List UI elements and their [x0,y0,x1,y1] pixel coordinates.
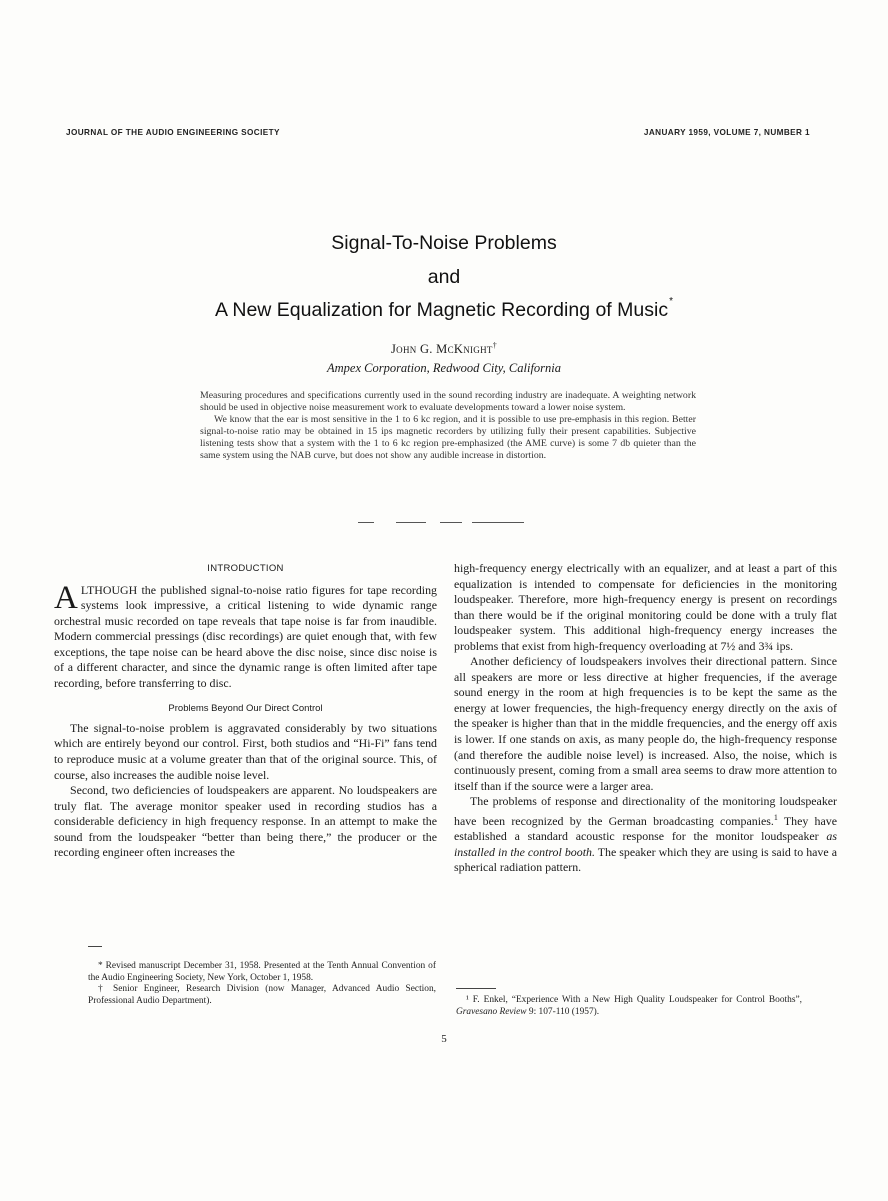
separator-dash [396,522,426,523]
title-line-3 [0,296,888,322]
page-number: 5 [441,1033,447,1045]
body-paragraph [454,794,837,876]
body-paragraph: Second, two deficiencies of loudspeakers are apparent. No loudspeakers are truly flat. The average monitor speaker used in recording studios has a considerable deficiency in high frequency response. In an attempt to make the sound from the loudspeaker “better than being there,” the producer or the recording engineer often increases the [54,783,437,860]
footnote-rule [456,988,496,989]
body-column-left [54,561,437,861]
separator-dash [440,522,462,523]
separator-dash [358,522,374,523]
body-paragraph: high-frequency energy electrically with an equalizer, and at least a part of this equalization is intended to compensate for deficiencies in the monitoring loudspeaker. Therefore, more high-frequency energy is present on recordings than there would be if the original monitoring could be done with a truly flat loudspeaker system. This additional high-frequency energy increases the problems that exist from high-frequency overloading at 7½ and 3¾ ips. [454,561,837,653]
intro-paragraph-text: LTHOUGH the published signal-to-noise ratio figures for tape recording systems look impressive, a critical listening to wide dynamic range orchestral music recorded on tape reveals that tape noise is far from inaudible. Modern commercial pressings (disc recordings) are quiet enough that, with few exceptions, the tape noise can be heard above the disc noise, since disc noise is of a different character, and since the dynamic range is often limited after tape recording, before transferring to disc. [54,582,437,690]
body-paragraph: The signal-to-noise problem is aggravated considerably by two situations which are entirely beyond our control. First, both studios and “Hi-Fi” fans tend to reproduce music at a volume greater than that of the original source. This, of course, also increases the audible noise level. [54,720,437,782]
abstract-paragraph-1: Measuring procedures and specifications currently used in the sound recording industry are inadequate. A weighting network should be used in objective noise measurement work to evaluate developments toward a lower noise system. [200,390,696,413]
body-text: The problems of response and directionality of the monitoring loudspeaker have been recognized by the German broadcasting companies. [454,794,837,828]
body-paragraph: Another deficiency of loudspeakers involves their directional pattern. Since all speakers are more or less directive at higher frequencies, if the average sound energy in the room at high frequencies is to be kept the same as the energy at lower frequencies, the high-frequency energy directly on the axis of the speaker is higher than that in the middle frequencies, and the energy off axis is lower. If one stands on axis, as many people do, the high-frequency response (and therefore the audible noise level) is increased. Also, the noise, which is continuously present, coming from a small area seems to draw more attention to itself than if the source were a larger area. [454,654,837,793]
title-line-1 [0,232,888,255]
footnote-text: ¹ F. Enkel, “Experience With a New High Quality Loudspeaker for Control Booths”, [466,995,802,1005]
author-name [0,341,888,357]
title-footnote-mark: * [669,296,673,307]
author-name-text: John G. McKnight [390,342,493,357]
drop-cap: A [54,579,78,616]
journal-name: JOURNAL OF THE AUDIO ENGINEERING SOCIETY [66,128,280,137]
footnote-text: 9: 107-110 (1957). [526,1006,600,1017]
section-heading: INTRODUCTION [207,563,284,574]
abstract [200,390,696,461]
footnote: * Revised manuscript December 31, 1958. Presented at the Tenth Annual Convention of the Audio Engineering Society, New York, October 1, 1958. [88,961,436,983]
separator-dash [472,522,524,523]
footnote-journal: Gravesano Review [456,1006,527,1017]
body-text: The speaker which they are using is said to have a spherical radiation pattern. [454,844,837,875]
title-line-2 [0,266,888,289]
title-line-1-text: Signal-To-Noise Problems [331,232,557,254]
title-line-2-text: and [427,266,461,288]
author-affiliation: Ampex Corporation, Redwood City, California [326,361,562,375]
body-text: They have established a standard acoustic response for the monitor loudspeaker [454,813,837,844]
author-footnote-mark: † [492,341,497,350]
emphasized-text: as installed in the control booth. [454,829,837,859]
footnote [456,995,802,1018]
footnotes-right [456,995,802,1018]
abstract-paragraph-2: We know that the ear is most sensitive in the 1 to 6 kc region, and it is possible to use pre-emphasis in this region. Better signal-to-noise ratio may be obtained in 15 ips magnetic recorders by utilizing fully their present capabilities. Subjective listening tests show that a system with the 1 to 6 kc region pre-emphasized (the AME curve) is some 7 db quieter than the same system using the NAB curve, but does not show any audible increase in distortion. [200,413,696,461]
intro-paragraph [54,579,437,692]
body-column-right [454,561,837,876]
reference-mark: 1 [773,812,778,822]
title-line-3-text: A New Equalization for Magnetic Recording of Music [215,299,669,321]
issue-info: JANUARY 1959, VOLUME 7, NUMBER 1 [643,128,810,137]
footnote: † Senior Engineer, Research Division (now Manager, Advanced Audio Section, Professional Audio Department). [88,984,436,1006]
footnotes-left [88,961,436,1007]
subsection-heading: Problems Beyond Our Direct Control [168,703,323,715]
footnote-rule [88,946,102,947]
